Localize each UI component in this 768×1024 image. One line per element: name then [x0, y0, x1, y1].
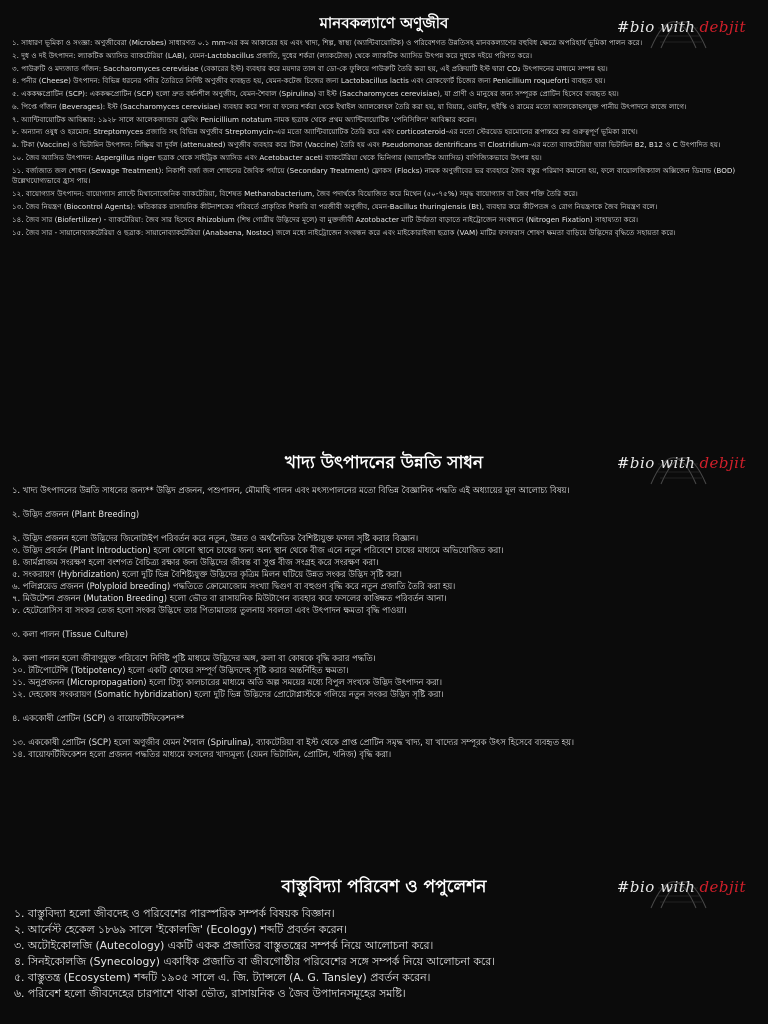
watermark — [617, 18, 746, 36]
subheading: ২. উদ্ভিদ প্রজনন (Plant Breeding) — [12, 509, 140, 519]
spacer — [12, 520, 754, 532]
list-item: ৬. পরিবেশ হলো জীবদেহের চারপাশে থাকা ভৌত, রাসায়নিক ও জৈব উপাদানসমূহের সমষ্টি। — [14, 987, 406, 1000]
list-item: ১. খাদ্য উৎপাদনের উন্নতি সাধনের জন্য** উদ্ভিদ প্রজনন, পশুপালন, মৌমাছি পালন এবং মৎস্যপালনের মতো বিভিন্ন বৈজ্ঞানিক পদ্ধতি এই অধ্যায়ের মূল আলোচ্য বিষয়। — [12, 485, 570, 495]
watermark-accent: debjit — [699, 18, 746, 36]
list-item: ১. সাধারণ ভূমিকা ও সংজ্ঞা: অণুজীবেরা (Microbes) সাধারণত ০.১ mm-এর কম আকারের হয় এবং খাদ্য, শিল্প, স্বাস্থ্য (অ্যান্টিবায়োটিক) ও পরিবেশগত উন্নতিসহ মানবকল্যাণের বহুবিধ ক্ষেত্রে অপরিহার্য ভূমিকা পালন করে। — [12, 38, 643, 47]
watermark-accent: debjit — [699, 878, 746, 896]
list-item: ৮. হেটেরোসিস বা সংকর তেজ হলো সংকর উদ্ভিদে তার পিতামাতার তুলনায় সবলতা এবং উৎপাদন ক্ষমতা বৃদ্ধি পাওয়া। — [12, 605, 407, 615]
list-item: ৫. সংকরায়ণ (Hybridization) হলো দুটি ভিন্ন বৈশিষ্ট্যযুক্ত উদ্ভিদের কৃত্রিম মিলন ঘটিয়ে উন্নত সংকর উদ্ভিদ সৃষ্টি করা। — [12, 569, 402, 579]
list-item: ৬. পলিপ্লয়েড প্রজনন (Polyploid breeding) পদ্ধতিতে ক্রোমোজোম সংখ্যা দ্বিগুণ বা বহুগুণ বৃদ্ধি করে নতুন প্রজাতি তৈরি করা হয়। — [12, 581, 456, 591]
watermark-prefix: #bio with — [616, 878, 696, 896]
section-title: খাদ্য উৎপাদনের উন্নতি সাধন — [284, 453, 484, 473]
watermark-accent: debjit — [699, 454, 746, 472]
list-item: ১. বাস্তুবিদ্যা হলো জীবদেহ ও পরিবেশের পারস্পরিক সম্পর্ক বিষয়ক বিজ্ঞান। — [14, 907, 335, 920]
spacer — [12, 724, 754, 736]
ecology-list — [0, 906, 768, 1002]
dna-icon — [646, 868, 716, 914]
list-item: ১২. বায়োগ্যাস উৎপাদন: বায়োগ্যাস প্ল্যান্টে মিথানোজেনিক ব্যাকটেরিয়া, বিশেষত Methanobacterium, জৈব পদার্থকে বিয়োজিত করে মিথেন (৫০-৭৫%) সমৃদ্ধ বায়োগ্যাস বা জৈব শক্তি তৈরি করে। — [12, 189, 578, 199]
section-food-production — [0, 432, 768, 864]
list-item: ১২. দেহকোষ সংকরায়ণ (Somatic hybridization) হলো দুটি ভিন্ন উদ্ভিদের প্রোটোপ্লাস্টকে গলিয়ে নতুন সংকর উদ্ভিদ সৃষ্টি করা। — [12, 689, 444, 699]
list-item: ১০. জৈব অ্যাসিড উৎপাদন: Aspergillus niger ছত্রাক থেকে সাইট্রিক অ্যাসিড এবং Acetobacter aceti ব্যাকটেরিয়া থেকে ভিনিগার (অ্যাসেটিক অ্যাসিড) বাণিজ্যিকভাবে উৎপন্ন হয়। — [12, 153, 542, 163]
list-item: ৫. এককক্ষপ্রোটিন (SCP): এককক্ষপ্রোটিন (SCP) হলো দ্রুত বর্ধনশীল অণুজীব, যেমন-শৈবাল (Spirulina) বা ইস্ট (Saccharomyces cerevisiae), যা প্রাণী ও মানুষের জন্য সম্পূরক প্রোটিন হিসেবে ব্যবহৃত হয়। — [12, 89, 619, 99]
list-item: ৩. অটোইকোলজি (Autecology) একটি একক প্রজাতির বাস্তুতন্ত্রের সম্পর্ক নিয়ে আলোচনা করে। — [14, 939, 434, 952]
list-item: ৬. পিপ্তে গাঁজন (Beverages): ইস্ট (Saccharomyces cerevisiae) ব্যবহার করে শস্য বা ফলের শর্করা থেকে ইথাইল অ্যালকোহল তৈরি করা হয়, যা বিয়ার, ওয়াইন, হুইস্কি ও রামের মতো অ্যালকোহলযুক্ত পানীয় উৎপাদনে কাজে লাগে। — [12, 101, 687, 111]
dna-icon — [646, 8, 716, 54]
list-item: ২. দুধ ও দই উৎপাদন: ল্যাকটিক অ্যাসিড ব্যাকটেরিয়া (LAB), যেমন-Lactobacillus প্রজাতি, দুধের শর্করা (ল্যাকটোজ) থেকে ল্যাকটিক অ্যাসিড উৎপন্ন করে দুধকে দইয়ে পরিণত করে। — [12, 50, 533, 60]
list-item: ২. উদ্ভিদ প্রজনন হলো উদ্ভিদের জিনোটাইপ পরিবর্তন করে নতুন, উন্নত ও অর্থনৈতিক বৈশিষ্ট্যযুক্ত ফসল সৃষ্টি করার বিজ্ঞান। — [12, 533, 419, 543]
subheading: ৩. কলা পালন (Tissue Culture) — [12, 629, 129, 639]
spacer — [12, 700, 754, 712]
list-item: ৭. মিউটেশন প্রজনন (Mutation Breeding) হলো ভৌত বা রাসায়নিক মিউটাগেন ব্যবহার করে ফসলের কাঙ্ক্ষিত পরিবর্তন আনা। — [12, 593, 447, 603]
list-item: ১১. বর্জ্যজাত জল শোধন (Sewage Treatment): নিকাশী বর্জ্য জল শোধনের জৈবিক পর্যায়ে (Secondary Treatment) ফ্লোকস (Flocks) নামক অণুজীবের ভর ব্যবহারে জৈব বস্তুর পরিমাণ কমানো হয়, ফলে বায়োলজিক্যাল অক্সিজেন ডিমান্ড (BOD) উল্লেখযোগ্যভাবে হ্রাস পায়। — [12, 165, 736, 186]
list-item: ৮. অন্যান্য ওষুধ ও হরমোন: Streptomyces প্রজাতি সহ বিভিন্ন অণুজীব Streptomycin-এর মতো অ্যান্টিবায়োটিক তৈরি করে এবং corticosteroid-এর মতো স্টেরয়েড হরমোনের রূপান্তরে কর গুরুত্বপূর্ণ ভূমিকা রাখে। — [12, 127, 638, 137]
watermark — [617, 454, 746, 472]
spacer — [12, 496, 754, 508]
list-item: ৫. বাস্তুতন্ত্র (Ecosystem) শব্দটি ১৯০৫ সালে এ. জি. ট্যান্সলে (A. G. Tansley) প্রবর্তন করেন। — [14, 971, 431, 984]
list-item: ৪. সিনইকোলজি (Synecology) একাধিক প্রজাতি বা জীবগোষ্ঠীর পরিবেশের সঙ্গে সম্পর্ক নিয়ে আলোচনা করে। — [14, 955, 496, 968]
list-item: ৩. পাউরুটি ও মদ্যজাত গাঁজন: Saccharomyces cerevisiae (বেকারের ইস্ট) ব্যবহার করে ময়দার তাল বা ডো-কে ফুলিয়ে পাউরুটি তৈরি করা হয়, এই প্রক্রিয়াটি ইস্ট দ্বারা CO₂ উৎপাদনের মাধ্যমে সম্পন্ন হয়। — [12, 63, 608, 73]
spacer — [12, 640, 754, 652]
list-item: ১৩. এককোষী প্রোটিন (SCP) হলো অণুজীব যেমন শৈবাল (Spirulina), ব্যাকটেরিয়া বা ইস্ট থেকে প্রাপ্ত প্রোটিন সমৃদ্ধ খাদ্য, যা খাদ্যের সম্পূরক উৎস হিসেবে ব্যবহৃত হয়। — [12, 737, 574, 747]
spacer — [12, 616, 754, 628]
list-item: ৪. জার্মপ্লাজম সংরক্ষণ হলো বংশগত বৈচিত্র্য রক্ষার জন্য উদ্ভিদের জীবন্ত বা সুপ্ত বীজ সংগ্রহ করে সংরক্ষণ করা। — [12, 557, 379, 567]
list-item: ২. আর্নেস্ট হেকেল ১৮৬৯ সালে 'ইকোলজি' (Ecology) শব্দটি প্রবর্তন করেন। — [14, 923, 347, 936]
subheading: ৪. এককোষী প্রোটিন (SCP) ও বায়োফর্টিফিকেশন** — [12, 713, 185, 723]
list-item: ১১. অনুপ্রজনন (Micropropagation) হলো টিস্যু কালচারের মাধ্যমে অতি অল্প সময়ের মধ্যে বিপুল সংখ্যক উদ্ভিদ উৎপাদন করা। — [12, 677, 442, 687]
watermark-prefix: #bio with — [616, 454, 696, 472]
list-item: ৯. টিকা (Vaccine) ও ভিটামিন উৎপাদন: নিষ্ক্রিয় বা দুর্বল (attenuated) অণুজীব ব্যবহার করে টিকা (Vaccine) তৈরি হয় এবং Pseudomonas dentrificans বা Clostridium-এর মতো ব্যাকটেরিয়া দ্বারা ভিটামিন B2, B12 ও C উৎপাদিত হয়। — [12, 140, 721, 150]
list-item: ১৪. বায়োফর্টিফিকেশন হলো প্রজনন পদ্ধতির মাধ্যমে ফসলের খাদ্যমূল্য (যেমন ভিটামিন, প্রোটিন, খনিজ) বৃদ্ধি করা। — [12, 749, 392, 759]
list-item: ৭. অ্যান্টিবায়োটিক আবিষ্কার: ১৯২৮ সালে আলেকজান্ডার ফ্লেমিং Penicillium notatum নামক ছত্রাক থেকে প্রথম অ্যান্টিবায়োটিক 'পেনিসিলিন' আবিষ্কার করেন। — [12, 114, 477, 124]
list-item: ১৪. জৈব সার (Biofertilizer) - ব্যাকটেরিয়া: জৈব সার হিসেবে Rhizobium (শিম্ব গোত্রীয় উদ্ভিদের মূলে) বা মুক্তজীবী Azotobacter মাটি উর্বরতা বাড়াতে নাইট্রোজেন সংবন্ধনে (Nitrogen Fixation) সাহায্যতা করে। — [12, 214, 639, 224]
list-item: ৯. কলা পালন হলো জীবাণুমুক্ত পরিবেশে নির্দিষ্ট পুষ্টি মাধ্যমে উদ্ভিদের অঙ্গ, কলা বা কোষকে বৃদ্ধি করার পদ্ধতি। — [12, 653, 376, 663]
list-item: ১৩. জৈব নিয়ন্ত্রণ (Biocontrol Agents): ক্ষতিকারক রাসায়নিক কীটনাশকের পরিবর্তে প্রাকৃতিক শিকারি বা পরজীবী অণুজীব, যেমন-Bacillus thuringiensis (Bt), ব্যবহার করে কীটপতঙ্গ ও রোগ নিয়ন্ত্রণকে জৈব নিয়ন্ত্রণ বলে। — [12, 201, 658, 211]
watermark — [617, 878, 746, 896]
section-title: বাস্তুবিদ্যা পরিবেশ ও পপুলেশন — [281, 877, 487, 897]
section-microbes — [0, 0, 768, 432]
section-title: মানবকল্যাণে অণুজীব — [319, 14, 449, 32]
section-ecology — [0, 864, 768, 1024]
dna-icon — [646, 444, 716, 490]
watermark-prefix: #bio with — [616, 18, 696, 36]
list-item: ১৫. জৈব সার - সায়ানোব্যাকটেরিয়া ও ছত্রাক: সায়ানোব্যাকটেরিয়া (Anabaena, Nostoc) জলে মধ্যে নাইট্রোজেন সংবন্ধন করে এবং মাইকোরাইজা ছত্রাক (VAM) মাটির ফসফরাস শোষণ ক্ষমতা বাড়িয়ে উদ্ভিদের বৃদ্ধিতে সহায়তা করে। — [12, 227, 676, 237]
list-item: ৩. উদ্ভিদ প্রবর্তন (Plant Introduction) হলো কোনো স্থানে চাষের জন্য অন্য স্থান থেকে বীজ এনে নতুন পরিবেশে চাষের মাধ্যমে অভিযোজিত করা। — [12, 545, 504, 555]
list-item: ৪. পনীর (Cheese) উৎপাদন: বিভিন্ন ধরনের পনীর তৈরিতে নির্দিষ্ট অণুজীব ব্যবহৃত হয়, যেমন-কটেজ চিজের জন্য Lactobacillus lactis এবং রোকফোর্ট চিজের জন্য Penicillium roqueforti ব্যবহৃত হয়। — [12, 76, 606, 86]
microbes-list — [0, 38, 768, 238]
food-list — [0, 484, 768, 760]
list-item: ১০. টটিপোটেন্সি (Totipotency) হলো একটি কোষের সম্পূর্ণ উদ্ভিদদেহ সৃষ্টি করার অন্তর্নিহিত ক্ষমতা। — [12, 665, 349, 675]
